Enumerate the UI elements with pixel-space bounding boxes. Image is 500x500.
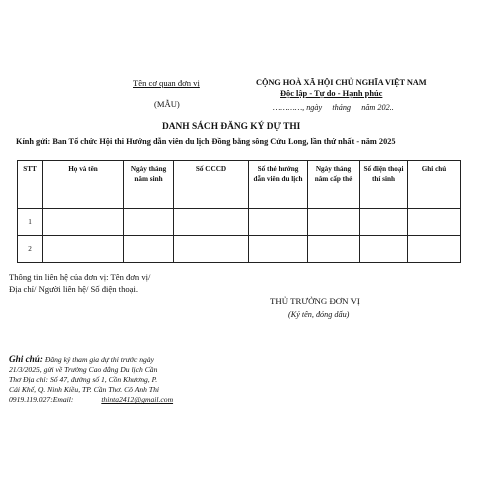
footnote-phone: 0919.119.027:Email: (9, 395, 74, 405)
table-cell (124, 236, 174, 263)
contact-info-line-1: Thông tin liên hệ của đơn vị: Tên đơn vị/ (9, 272, 151, 282)
document-title: DANH SÁCH ĐĂNG KÝ DỰ THI (162, 122, 301, 132)
signature-note: (Ký tên, đóng dấu) (288, 310, 350, 319)
table-cell (249, 209, 308, 236)
form-tag: (MẪU) (154, 99, 180, 109)
contact-info-line-2: Địa chỉ/ Người liên hệ/ Số điện thoại. (9, 284, 139, 294)
recipient-line: Kính gửi: Ban Tổ chức Hội thi Hướng dẫn viên du lịch Đồng bằng sông Cửu Long, lần thứ nhất - năm 2025 (16, 137, 396, 146)
table-cell (124, 209, 174, 236)
footnote-line-1: Ghi chú: Đăng ký tham gia dự thi trước ngày (9, 354, 155, 364)
footnote-label: Ghi chú: (9, 354, 43, 364)
column-header-guide-card-number: Số thẻ hướng dẫn viên du lịch (249, 161, 308, 209)
table-cell (360, 209, 408, 236)
table-cell (43, 209, 124, 236)
date-line: …………, ngày tháng năm 202.. (273, 103, 394, 112)
table-cell (43, 236, 124, 263)
table-header-row (18, 161, 461, 209)
column-header-phone: Số điện thoại thí sinh (360, 161, 408, 209)
footnote-line-3: Thơ Địa chỉ: Số 47, đường số 1, Cồn Khương, P. (9, 375, 158, 385)
agency-name-label: Tên cơ quan đơn vị (133, 78, 200, 88)
footnote-email-link[interactable]: thinta2412@gmail.com (101, 395, 174, 405)
national-motto: Độc lập - Tự do - Hạnh phúc (280, 89, 383, 98)
country-name: CỘNG HOÀ XÃ HỘI CHỦ NGHĨA VIỆT NAM (256, 78, 427, 87)
table-cell-stt: 1 (18, 209, 43, 236)
column-header-stt: STT (18, 161, 43, 209)
table-cell (408, 209, 461, 236)
signature-title: THỦ TRƯỞNG ĐƠN VỊ (270, 296, 360, 306)
footnote-line-5 (9, 395, 209, 405)
column-header-birth-date: Ngày tháng năm sinh (124, 161, 174, 209)
table-cell (308, 236, 360, 263)
table-cell (249, 236, 308, 263)
table-cell (408, 236, 461, 263)
table-cell-stt: 2 (18, 236, 43, 263)
table-row (18, 209, 461, 236)
table-cell (360, 236, 408, 263)
table-cell (174, 209, 249, 236)
table-cell (174, 236, 249, 263)
column-header-full-name: Họ và tên (43, 161, 124, 209)
column-header-notes: Ghi chú (408, 161, 461, 209)
registration-table (17, 160, 461, 263)
table-row (18, 236, 461, 263)
footnote (9, 353, 209, 405)
column-header-card-issue-date: Ngày tháng năm cấp thẻ (308, 161, 360, 209)
footnote-line-2: 21/3/2025, gửi về Trường Cao đẳng Du lịch Cần (9, 365, 158, 375)
table-cell (308, 209, 360, 236)
footnote-line-4: Cái Khế, Q. Ninh Kiều, TP. Cần Thơ. Cô Anh Thi (9, 385, 159, 395)
column-header-id-number: Số CCCD (174, 161, 249, 209)
